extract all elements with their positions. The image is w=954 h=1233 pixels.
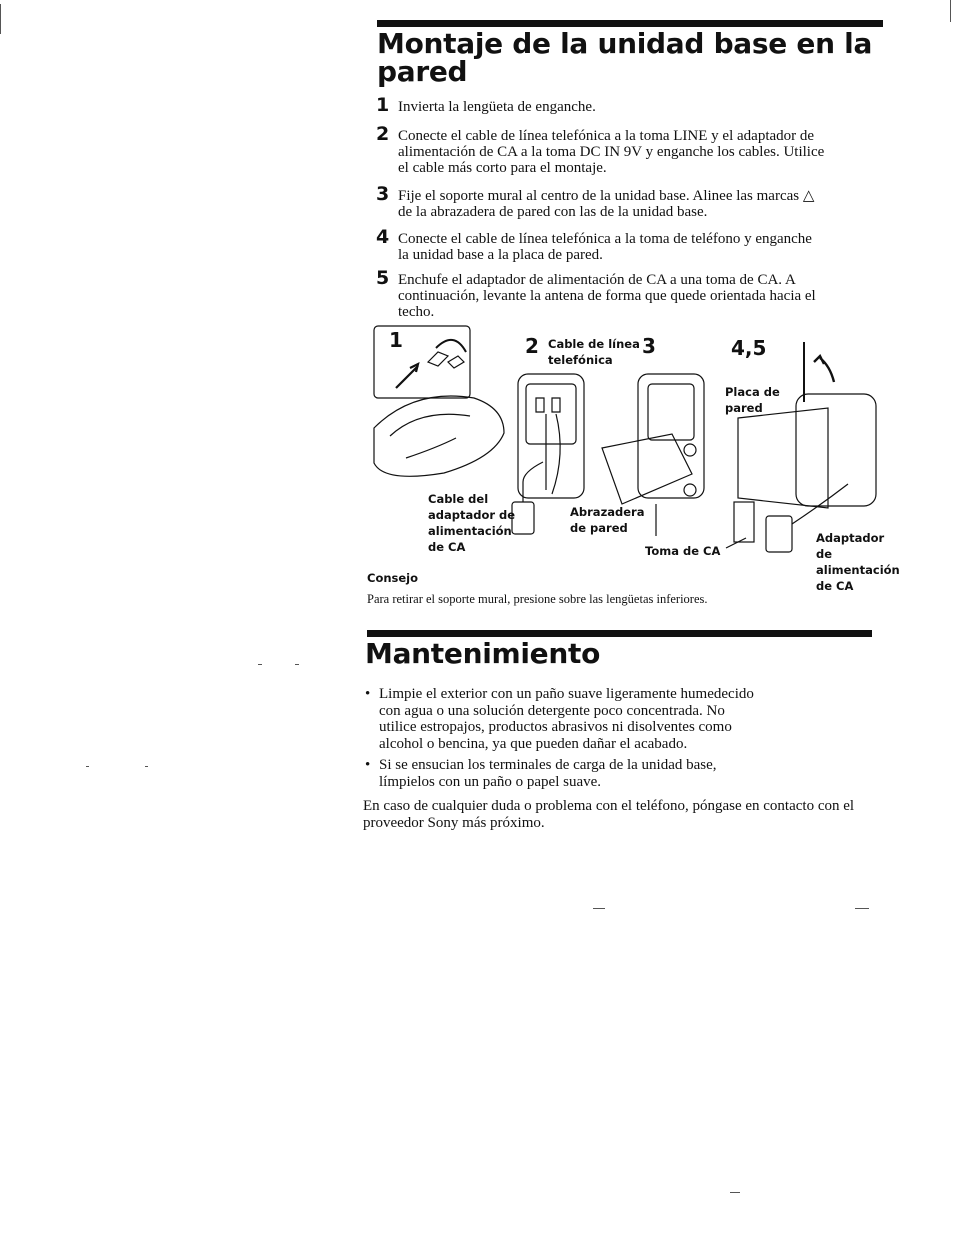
scan-mark [145, 766, 148, 767]
panel-number-4-5: 4,5 [731, 336, 767, 360]
mark-2 [684, 484, 696, 496]
step-number: 5 [376, 267, 390, 289]
wall-outlet [734, 502, 754, 542]
phone-back-recess-3 [648, 384, 694, 440]
antenna-arrow [814, 356, 834, 382]
rotate-arrow [436, 340, 466, 352]
bullet-text: Si se ensucian los terminales de carga de la unidad base, límpielos con un paño o papel suave. [379, 757, 717, 790]
label-placa: Placa de pared [725, 385, 780, 415]
title-line-1: Montaje de la unidad base en la [377, 27, 873, 60]
label-cable-linea: Cable de línea telefónica [548, 337, 640, 367]
jack-ports [536, 398, 560, 412]
step-number: 3 [376, 183, 390, 205]
panel-number-2: 2 [525, 334, 539, 358]
wall-bracket [602, 434, 692, 504]
step-number: 1 [376, 94, 390, 116]
scan-mark [593, 908, 605, 909]
tip-text: Para retirar el soporte mural, presione sobre las lengüetas inferiores. [367, 592, 708, 606]
phone-back-panel-2 [518, 374, 584, 498]
panel-number-1: 1 [389, 328, 403, 352]
bullet-dot: • [365, 757, 371, 773]
step-text: Invierta la lengüeta de enganche. [398, 99, 596, 115]
phone-back-recess [526, 384, 576, 444]
label-adaptador: Adaptador de alimentación de CA [816, 531, 900, 593]
ac-adapter-large [766, 516, 792, 552]
bullet-dot: • [365, 686, 371, 702]
step-text: Conecte el cable de línea telefónica a la toma de teléfono y enganche la unidad base a la placa de pared. [398, 231, 812, 263]
scan-mark [258, 664, 262, 665]
base-unit-detail [390, 414, 470, 436]
base-unit-detail-2 [406, 438, 456, 458]
step-number: 2 [376, 123, 390, 145]
cables-panel-2 [546, 414, 560, 494]
base-unit-outline [374, 396, 504, 476]
step-text: Enchufe el adaptador de alimentación de CA a una toma de CA. A continuación, levante la antena de forma que quede orientada hacia el techo. [398, 272, 816, 320]
panel-number-3: 3 [642, 334, 656, 358]
section-rule-top [377, 20, 883, 27]
step-text: Conecte el cable de línea telefónica a la toma LINE y el adaptador de alimentación de CA a la toma DC IN 9V y enganche los cables. Utilice el cable más corto para el montaje. [398, 128, 825, 176]
scan-mark [950, 0, 951, 22]
scan-mark [730, 1192, 740, 1193]
step-text: Fije el soporte mural al centro de la unidad base. Alinee las marcas △ de la abrazadera de pared con las de la unidad base. [398, 188, 815, 220]
step-number: 4 [376, 226, 390, 248]
title-line-2: pared [377, 55, 468, 88]
closing-paragraph: En caso de cualquier duda o problema con el teléfono, póngase en contacto con el proveedor Sony más próximo. [363, 798, 855, 831]
section-title-mantenimiento: Mantenimiento [365, 637, 601, 670]
label-toma-ca: Toma de CA [645, 544, 721, 558]
bullet-text: Limpie el exterior con un paño suave ligeramente humedecido con agua o una solución detergente poco concentrada. No utilice estropajos, productos abrasivos ni disolventes como alcohol o bencina, ya que pueden dañar el acabado. [379, 686, 754, 752]
section-title-montaje [377, 27, 897, 88]
wall-plate [738, 408, 828, 508]
tip-heading: Consejo [367, 571, 419, 585]
scan-mark [295, 664, 299, 665]
hook-tab-shape [428, 352, 448, 366]
mark-1 [684, 444, 696, 456]
scan-mark [86, 766, 89, 767]
section-rule-maintenance [367, 630, 872, 637]
label-cable-adaptador: Cable del adaptador de alimentación de CA [428, 492, 516, 554]
label-abrazadera: Abrazadera de pared [570, 505, 645, 535]
hook-tab-shape-2 [448, 356, 464, 368]
scan-mark [0, 4, 1, 34]
insert-arrow [396, 364, 418, 388]
scan-mark [855, 908, 869, 909]
